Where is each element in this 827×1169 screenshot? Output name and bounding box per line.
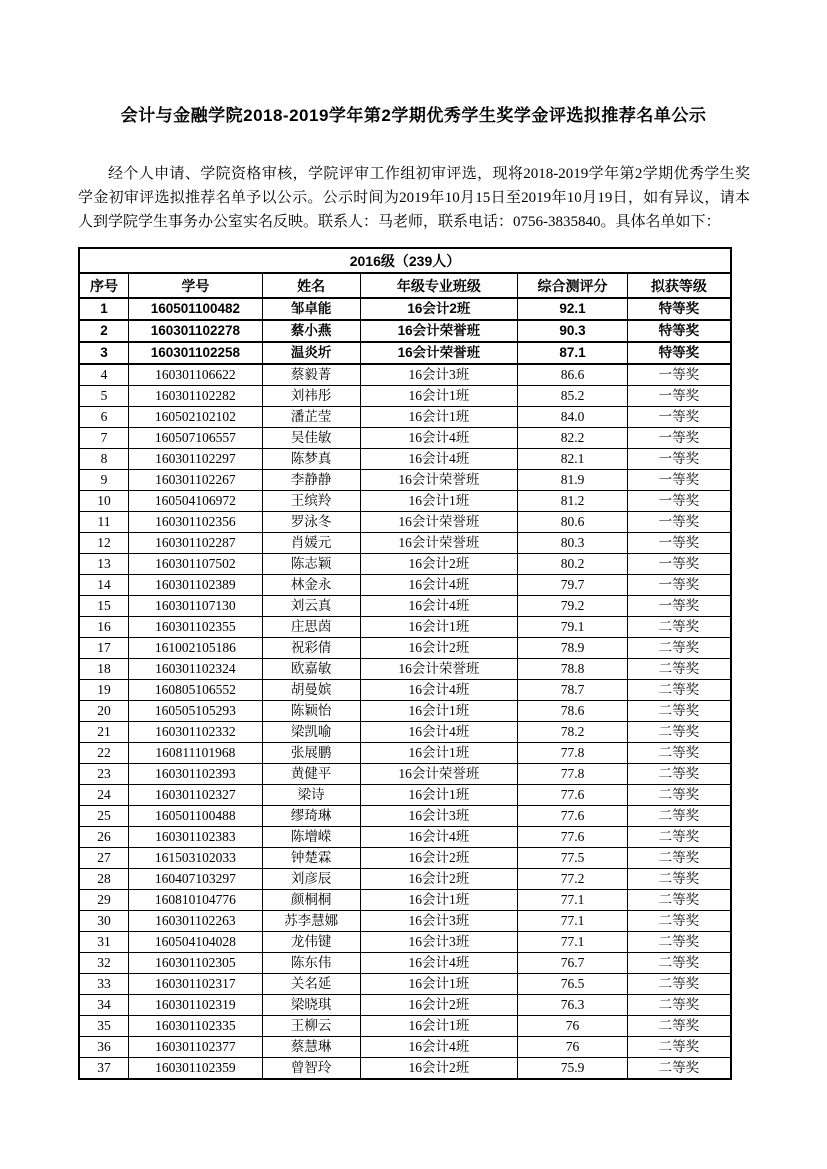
cell-score: 77.8 [518,743,628,764]
table-row [79,869,731,890]
cell-award: 二等奖 [627,659,731,680]
table-row [79,680,731,701]
cell-class: 16会计4班 [360,449,518,470]
cell-class: 16会计4班 [360,596,518,617]
column-header-score: 综合测评分 [518,273,628,298]
table-row [79,722,731,743]
table-row [79,554,731,575]
cell-score: 79.2 [518,596,628,617]
cell-name: 曾智玲 [262,1058,360,1080]
cell-class: 16会计1班 [360,491,518,512]
cell-no: 21 [79,722,129,743]
cell-name: 蔡慧琳 [262,1037,360,1058]
cell-class: 16会计3班 [360,364,518,386]
cell-student-id: 160301102393 [129,764,263,785]
cell-student-id: 160504106972 [129,491,263,512]
cell-name: 胡曼嫔 [262,680,360,701]
cell-award: 特等奖 [627,298,731,320]
cell-name: 祝彩倩 [262,638,360,659]
cell-class: 16会计2班 [360,638,518,659]
cell-no: 9 [79,470,129,491]
cell-student-id: 160811101968 [129,743,263,764]
cell-award: 一等奖 [627,470,731,491]
column-header-class: 年级专业班级 [360,273,518,298]
table-row [79,911,731,932]
cell-class: 16会计1班 [360,1016,518,1037]
cell-award: 二等奖 [627,680,731,701]
cell-student-id: 160301102319 [129,995,263,1016]
cell-award: 二等奖 [627,638,731,659]
table-row [79,386,731,407]
cell-no: 17 [79,638,129,659]
table-row [79,320,731,342]
cell-class: 16会计1班 [360,890,518,911]
cell-score: 78.8 [518,659,628,680]
table-row [79,995,731,1016]
cell-score: 75.9 [518,1058,628,1080]
cell-name: 刘祎彤 [262,386,360,407]
table-row [79,491,731,512]
cell-student-id: 160301102278 [129,320,263,342]
cell-no: 12 [79,533,129,554]
table-row [79,974,731,995]
column-header-award: 拟获等级 [627,273,731,298]
cell-student-id: 160301102305 [129,953,263,974]
cell-student-id: 160301102359 [129,1058,263,1080]
cell-class: 16会计4班 [360,1037,518,1058]
cell-no: 23 [79,764,129,785]
cell-name: 梁晓琪 [262,995,360,1016]
cell-score: 84.0 [518,407,628,428]
cell-award: 二等奖 [627,1016,731,1037]
cell-no: 31 [79,932,129,953]
cell-score: 77.6 [518,806,628,827]
cell-name: 缪琦琳 [262,806,360,827]
cell-award: 一等奖 [627,533,731,554]
cell-no: 24 [79,785,129,806]
cell-score: 82.1 [518,449,628,470]
table-row [79,512,731,533]
cell-award: 一等奖 [627,449,731,470]
cell-class: 16会计荣誉班 [360,764,518,785]
table-row [79,596,731,617]
cell-award: 特等奖 [627,320,731,342]
cell-class: 16会计荣誉班 [360,470,518,491]
cell-student-id: 160805106552 [129,680,263,701]
cell-name: 陈志颖 [262,554,360,575]
table-row [79,449,731,470]
cell-class: 16会计4班 [360,953,518,974]
cell-no: 32 [79,953,129,974]
cell-name: 钟楚霖 [262,848,360,869]
cell-student-id: 160407103297 [129,869,263,890]
cell-class: 16会计1班 [360,407,518,428]
table-row [79,1058,731,1080]
cell-no: 13 [79,554,129,575]
table-row [79,298,731,320]
cell-student-id: 160505105293 [129,701,263,722]
cell-no: 26 [79,827,129,848]
cell-score: 77.8 [518,764,628,785]
cell-score: 81.9 [518,470,628,491]
cell-score: 78.7 [518,680,628,701]
cell-no: 11 [79,512,129,533]
table-row [79,785,731,806]
table-row [79,364,731,386]
cell-award: 一等奖 [627,428,731,449]
cell-score: 81.2 [518,491,628,512]
cell-no: 16 [79,617,129,638]
cell-score: 77.1 [518,911,628,932]
cell-no: 6 [79,407,129,428]
cell-award: 二等奖 [627,1058,731,1080]
cell-score: 86.6 [518,364,628,386]
table-row [79,407,731,428]
cell-name: 王缤羚 [262,491,360,512]
cell-score: 77.6 [518,785,628,806]
cell-award: 一等奖 [627,407,731,428]
cell-class: 16会计4班 [360,575,518,596]
cell-student-id: 160301106622 [129,364,263,386]
cell-score: 87.1 [518,342,628,364]
column-header-student-id: 学号 [129,273,263,298]
cell-no: 25 [79,806,129,827]
cell-class: 16会计2班 [360,848,518,869]
cell-name: 龙伟键 [262,932,360,953]
cell-name: 肖媛元 [262,533,360,554]
cell-no: 8 [79,449,129,470]
cell-award: 二等奖 [627,806,731,827]
cell-award: 二等奖 [627,827,731,848]
cell-student-id: 160301102327 [129,785,263,806]
cell-score: 78.6 [518,701,628,722]
cell-no: 10 [79,491,129,512]
cell-class: 16会计1班 [360,386,518,407]
table-row [79,659,731,680]
cell-class: 16会计荣誉班 [360,320,518,342]
scholarship-table [78,247,732,1080]
cell-score: 79.1 [518,617,628,638]
cell-name: 蔡毅菁 [262,364,360,386]
cell-name: 王柳云 [262,1016,360,1037]
cell-name: 陈颖怡 [262,701,360,722]
cell-class: 16会计荣誉班 [360,659,518,680]
cell-award: 一等奖 [627,554,731,575]
cell-name: 苏李慧娜 [262,911,360,932]
cell-student-id: 161002105186 [129,638,263,659]
cell-name: 潘芷莹 [262,407,360,428]
cell-student-id: 160507106557 [129,428,263,449]
table-row [79,827,731,848]
cell-name: 陈东伟 [262,953,360,974]
cell-award: 二等奖 [627,890,731,911]
cell-class: 16会计2班 [360,554,518,575]
cell-no: 15 [79,596,129,617]
cell-no: 27 [79,848,129,869]
cell-name: 庄思茵 [262,617,360,638]
table-body [79,298,731,1079]
cell-award: 二等奖 [627,743,731,764]
cell-name: 梁诗 [262,785,360,806]
cell-no: 37 [79,1058,129,1080]
cell-no: 30 [79,911,129,932]
cell-student-id: 160301102267 [129,470,263,491]
cell-score: 77.6 [518,827,628,848]
cell-name: 蔡小燕 [262,320,360,342]
cell-name: 温炎圻 [262,342,360,364]
cell-score: 90.3 [518,320,628,342]
cell-name: 邹卓能 [262,298,360,320]
cell-class: 16会计荣誉班 [360,512,518,533]
cell-name: 刘云真 [262,596,360,617]
column-header-name: 姓名 [262,273,360,298]
cell-score: 76.3 [518,995,628,1016]
cell-score: 77.5 [518,848,628,869]
cell-award: 二等奖 [627,932,731,953]
cell-name: 罗泳冬 [262,512,360,533]
cell-name: 李静静 [262,470,360,491]
intro-paragraph: 经个人申请、学院资格审核，学院评审工作组初审评选，现将2018-2019学年第2学期优秀学生奖学金初审评选拟推荐名单予以公示。公示时间为2019年10月15日至2019年10月19日，如有异议，请本人到学院学生事务办公室实名反映。联系人：马老师，联系电话：0756-3835840。具体名单如下： [78,166,750,230]
cell-student-id: 160301102335 [129,1016,263,1037]
cell-name: 吴佳敏 [262,428,360,449]
cell-no: 28 [79,869,129,890]
cell-class: 16会计1班 [360,785,518,806]
cell-name: 关名延 [262,974,360,995]
cell-award: 特等奖 [627,342,731,364]
cell-award: 二等奖 [627,722,731,743]
cell-class: 16会计2班 [360,995,518,1016]
cell-award: 二等奖 [627,869,731,890]
cell-score: 76.7 [518,953,628,974]
cell-no: 35 [79,1016,129,1037]
cell-student-id: 160301102389 [129,575,263,596]
cell-student-id: 160301102297 [129,449,263,470]
cell-award: 二等奖 [627,617,731,638]
cell-class: 16会计3班 [360,806,518,827]
cell-name: 张展鹏 [262,743,360,764]
cell-name: 陈梦真 [262,449,360,470]
cell-no: 1 [79,298,129,320]
cell-student-id: 160301102317 [129,974,263,995]
cell-class: 16会计1班 [360,974,518,995]
table-row [79,743,731,764]
cell-student-id: 160501100482 [129,298,263,320]
table-row [79,932,731,953]
cell-no: 33 [79,974,129,995]
cell-student-id: 160504104028 [129,932,263,953]
cell-score: 77.2 [518,869,628,890]
cell-award: 一等奖 [627,596,731,617]
cell-award: 二等奖 [627,764,731,785]
table-row [79,428,731,449]
cell-class: 16会计荣誉班 [360,533,518,554]
cell-class: 16会计2班 [360,1058,518,1080]
cell-score: 80.3 [518,533,628,554]
cell-student-id: 160502102102 [129,407,263,428]
cell-score: 82.2 [518,428,628,449]
table-row [79,701,731,722]
cell-award: 一等奖 [627,491,731,512]
cell-class: 16会计1班 [360,617,518,638]
cell-no: 4 [79,364,129,386]
cell-student-id: 160301107130 [129,596,263,617]
cell-award: 一等奖 [627,512,731,533]
table-row [79,533,731,554]
table-row [79,470,731,491]
cell-student-id: 160301102377 [129,1037,263,1058]
cell-score: 76 [518,1016,628,1037]
cell-name: 陈增嵘 [262,827,360,848]
cell-score: 76 [518,1037,628,1058]
cell-no: 36 [79,1037,129,1058]
cell-class: 16会计3班 [360,932,518,953]
cell-class: 16会计1班 [360,701,518,722]
cell-award: 一等奖 [627,364,731,386]
cell-score: 77.1 [518,932,628,953]
cell-no: 22 [79,743,129,764]
cell-student-id: 160301102355 [129,617,263,638]
cell-class: 16会计4班 [360,428,518,449]
cell-student-id: 160301102332 [129,722,263,743]
table-row [79,617,731,638]
column-header-no: 序号 [79,273,129,298]
cell-student-id: 160301102356 [129,512,263,533]
cell-award: 二等奖 [627,974,731,995]
cell-award: 一等奖 [627,386,731,407]
cell-student-id: 161503102033 [129,848,263,869]
cell-student-id: 160301102263 [129,911,263,932]
cell-no: 18 [79,659,129,680]
cell-award: 一等奖 [627,575,731,596]
cell-no: 29 [79,890,129,911]
cell-no: 3 [79,342,129,364]
cell-student-id: 160301102258 [129,342,263,364]
cell-award: 二等奖 [627,1037,731,1058]
cell-student-id: 160301102383 [129,827,263,848]
page-title: 会计与金融学院2018-2019学年第2学期优秀学生奖学金评选拟推荐名单公示 [120,106,707,125]
cell-score: 77.1 [518,890,628,911]
table-row [79,638,731,659]
cell-no: 34 [79,995,129,1016]
table-row [79,806,731,827]
cell-student-id: 160301102287 [129,533,263,554]
cell-class: 16会计4班 [360,827,518,848]
cell-class: 16会计荣誉班 [360,342,518,364]
cell-class: 16会计2班 [360,869,518,890]
table-group-header: 2016级（239人） [79,248,731,273]
cell-name: 颜桐桐 [262,890,360,911]
cell-award: 二等奖 [627,953,731,974]
table-row [79,1037,731,1058]
cell-award: 二等奖 [627,911,731,932]
cell-award: 二等奖 [627,785,731,806]
table-row [79,342,731,364]
cell-name: 刘彦辰 [262,869,360,890]
cell-score: 78.9 [518,638,628,659]
cell-score: 79.7 [518,575,628,596]
cell-name: 欧嘉敏 [262,659,360,680]
table-group-header-row [79,248,731,273]
cell-score: 80.6 [518,512,628,533]
cell-no: 2 [79,320,129,342]
cell-award: 二等奖 [627,995,731,1016]
cell-no: 5 [79,386,129,407]
cell-class: 16会计2班 [360,298,518,320]
cell-score: 80.2 [518,554,628,575]
cell-class: 16会计4班 [360,722,518,743]
cell-class: 16会计4班 [360,680,518,701]
cell-student-id: 160301107502 [129,554,263,575]
cell-class: 16会计3班 [360,911,518,932]
table-row [79,764,731,785]
cell-name: 梁凯喻 [262,722,360,743]
cell-student-id: 160810104776 [129,890,263,911]
cell-no: 7 [79,428,129,449]
cell-no: 20 [79,701,129,722]
cell-student-id: 160501100488 [129,806,263,827]
table-column-header-row [79,273,731,298]
cell-name: 林金永 [262,575,360,596]
cell-no: 19 [79,680,129,701]
cell-no: 14 [79,575,129,596]
cell-score: 92.1 [518,298,628,320]
table-row [79,848,731,869]
cell-score: 85.2 [518,386,628,407]
cell-score: 78.2 [518,722,628,743]
cell-student-id: 160301102324 [129,659,263,680]
table-row [79,1016,731,1037]
cell-name: 黄健平 [262,764,360,785]
cell-award: 二等奖 [627,848,731,869]
cell-award: 二等奖 [627,701,731,722]
cell-class: 16会计1班 [360,743,518,764]
table-row [79,575,731,596]
table-row [79,953,731,974]
cell-student-id: 160301102282 [129,386,263,407]
cell-score: 76.5 [518,974,628,995]
table-row [79,890,731,911]
